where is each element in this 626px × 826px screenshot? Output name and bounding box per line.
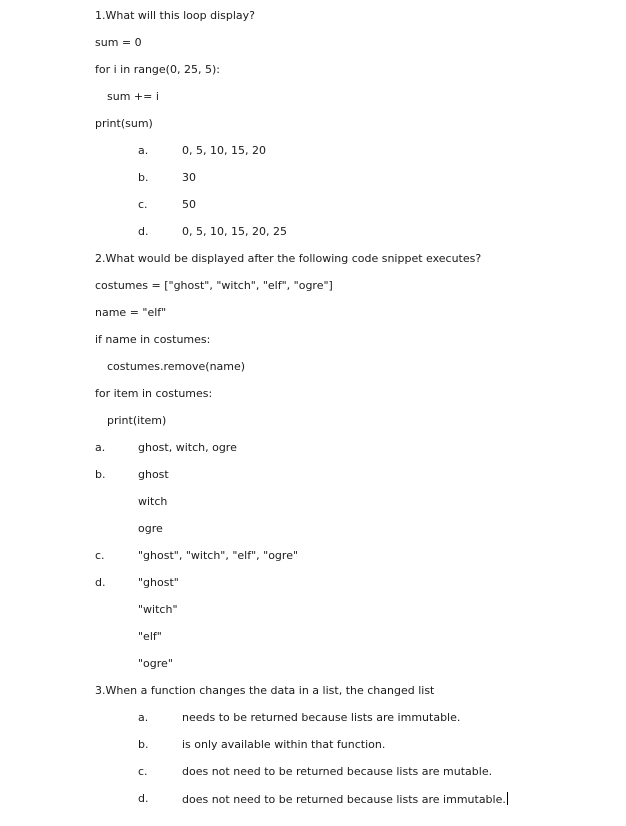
q1-code-line-4: print(sum): [95, 117, 153, 130]
q3-prompt: 3.When a function changes the data in a list, the changed list: [95, 684, 435, 697]
q1-code-line-3: sum += i: [107, 90, 159, 103]
q2-option-d-line-2: "witch": [138, 603, 178, 616]
q2-code-line-1: costumes = ["ghost", "witch", "elf", "ogre"]: [95, 279, 333, 292]
q3-option-b-letter: b.: [138, 738, 149, 751]
q1-code-line-1: sum = 0: [95, 36, 142, 49]
q3-option-a-letter: a.: [138, 711, 149, 724]
q1-option-b-letter: b.: [138, 171, 149, 184]
q3-option-c-letter: c.: [138, 765, 148, 778]
q3-option-b-text: is only available within that function.: [182, 738, 386, 751]
q2-option-d-line-1: "ghost": [138, 576, 179, 589]
q3-option-a-text: needs to be returned because lists are immutable.: [182, 711, 461, 724]
q2-code-line-4: costumes.remove(name): [107, 360, 246, 373]
q1-option-d-letter: d.: [138, 225, 149, 238]
q1-option-b-text: 30: [182, 171, 196, 184]
q1-option-a-text: 0, 5, 10, 15, 20: [182, 144, 266, 157]
text-cursor: [507, 792, 508, 805]
q2-code-line-6: print(item): [107, 414, 167, 427]
q2-option-d-line-3: "elf": [138, 630, 162, 643]
q3-option-d-text: does not need to be returned because lists are immutable.: [182, 793, 506, 806]
q3-option-c-text: does not need to be returned because lists are mutable.: [182, 765, 493, 778]
q2-option-b-line-1: ghost: [138, 468, 169, 481]
q1-prompt: 1.What will this loop display?: [95, 9, 256, 22]
q1-option-c-letter: c.: [138, 198, 148, 211]
q1-option-c-text: 50: [182, 198, 196, 211]
q1-option-d-text: 0, 5, 10, 15, 20, 25: [182, 225, 287, 238]
q2-option-a-line-1: ghost, witch, ogre: [138, 441, 237, 454]
q2-code-line-5: for item in costumes:: [95, 387, 213, 400]
q2-option-d-line-4: "ogre": [138, 657, 173, 670]
q2-code-line-2: name = "elf": [95, 306, 167, 319]
q1-option-a-letter: a.: [138, 144, 149, 157]
q2-code-line-3: if name in costumes:: [95, 333, 211, 346]
q2-option-d-letter: d.: [95, 576, 106, 589]
q2-prompt: 2.What would be displayed after the following code snippet executes?: [95, 252, 482, 265]
q3-option-d-line[interactable]: [182, 792, 508, 807]
q2-option-a-letter: a.: [95, 441, 106, 454]
q2-option-b-line-3: ogre: [138, 522, 163, 535]
q2-option-b-letter: b.: [95, 468, 106, 481]
q2-option-b-line-2: witch: [138, 495, 168, 508]
q2-option-c-letter: c.: [95, 549, 105, 562]
q2-option-c-line-1: "ghost", "witch", "elf", "ogre": [138, 549, 299, 562]
q3-option-d-letter: d.: [138, 792, 149, 805]
q1-code-line-2: for i in range(0, 25, 5):: [95, 63, 220, 76]
